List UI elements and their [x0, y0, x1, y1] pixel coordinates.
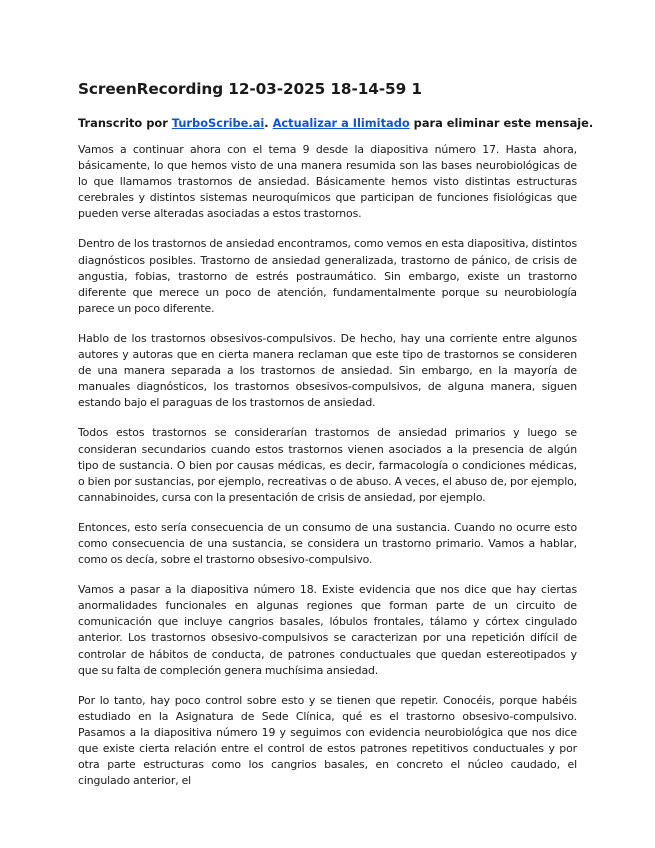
turboscribe-link[interactable]: TurboScribe.ai [171, 116, 265, 130]
paragraph: Dentro de los trastornos de ansiedad encontramos, como vemos en esta diapositiva, distintos diagnósticos posibles. Trastorno de ansiedad generalizada, trastorno de pánico, de crisis de angustia, fobias, trastorno de estrés postraumático. Sin embargo, existe un trastorno diferente que merece un poco de atención, fundamentalmente porque su neurobiología parece un poco diferente. [78, 237, 577, 315]
paragraph: Vamos a continuar ahora con el tema 9 desde la diapositiva número 17. Hasta ahora, básicamente, lo que hemos visto de una manera resumida son las bases neurobiológicas de lo que llamamos trastornos de ansiedad. Básicamente hemos visto distintas estructuras cerebrales y distintos sistemas neuroquímicos que participan de funciones fisiológicas que pueden verse alteradas asociadas a estos trastornos. [78, 143, 577, 221]
paragraph: Entonces, esto sería consecuencia de un consumo de una sustancia. Cuando no ocurre esto como consecuencia de una sustancia, se considera un trastorno primario. Vamos a hablar, como os decía, sobre el trastorno obsesivo-compulsivo. [78, 520, 577, 567]
notice-prefix: Transcrito por [78, 116, 172, 130]
paragraph: Por lo tanto, hay poco control sobre esto y se tienen que repetir. Conocéis, porque habéis estudiado en la Asignatura de Sede Clínica, qué es el trastorno obsesivo-compulsivo. Pasamos a la diapositiva número 19 y seguimos con evidencia neurobiológica que nos dice que existe cierta relación entre el control de estos patrones repetitivos conductuales y por otra parte estructuras como los cangrios basales, en concreto el núcleo caudado, el cingulado anterior, el [78, 693, 577, 788]
paragraph: Hablo de los trastornos obsesivos-compulsivos. De hecho, hay una corriente entre algunos autores y autoras que en cierta manera reclaman que este tipo de trastornos se consideren de una manera separada a los trastornos de ansiedad. Sin embargo, en la mayoría de manuales diagnósticos, los trastornos obsesivos-compulsivos, de alguna manera, siguen estando bajo el paraguas de los trastornos de ansiedad. [78, 331, 577, 410]
paragraph: Vamos a pasar a la diapositiva número 18. Existe evidencia que nos dice que hay ciertas anormalidades funcionales en algunas regiones que forman parte de un circuito de comunicación que incluye cangrios basales, lóbulos frontales, tálamo y córtex cingulado anterior. Los trastornos obsesivo-compulsivos se caracterizan por una repetición difícil de controlar de hábitos de conducta, de patrones conductuales que quedan estereotipados y que su falta de compleción genera muchísima ansiedad. [78, 583, 577, 677]
notice-separator: . [264, 116, 273, 130]
paragraph: Todos estos trastornos se considerarían trastornos de ansiedad primarios y luego se consideran secundarios cuando estos trastornos vienen asociados a la presencia de algún tipo de sustancia. O bien por causas médicas, es decir, farmacología o condiciones médicas, o bien por sustancias, por ejemplo, recreativas o de abuso. A veces, el abuso de, por ejemplo, cannabinoides, cursa con la presentación de crisis de ansiedad, por ejemplo. [78, 426, 577, 504]
upgrade-link[interactable]: Actualizar a Ilimitado [272, 116, 410, 130]
transcription-notice [78, 115, 594, 131]
document-title: ScreenRecording 12-03-2025 18-14-59 1 [78, 80, 422, 98]
notice-suffix: para eliminar este mensaje. [409, 116, 594, 130]
